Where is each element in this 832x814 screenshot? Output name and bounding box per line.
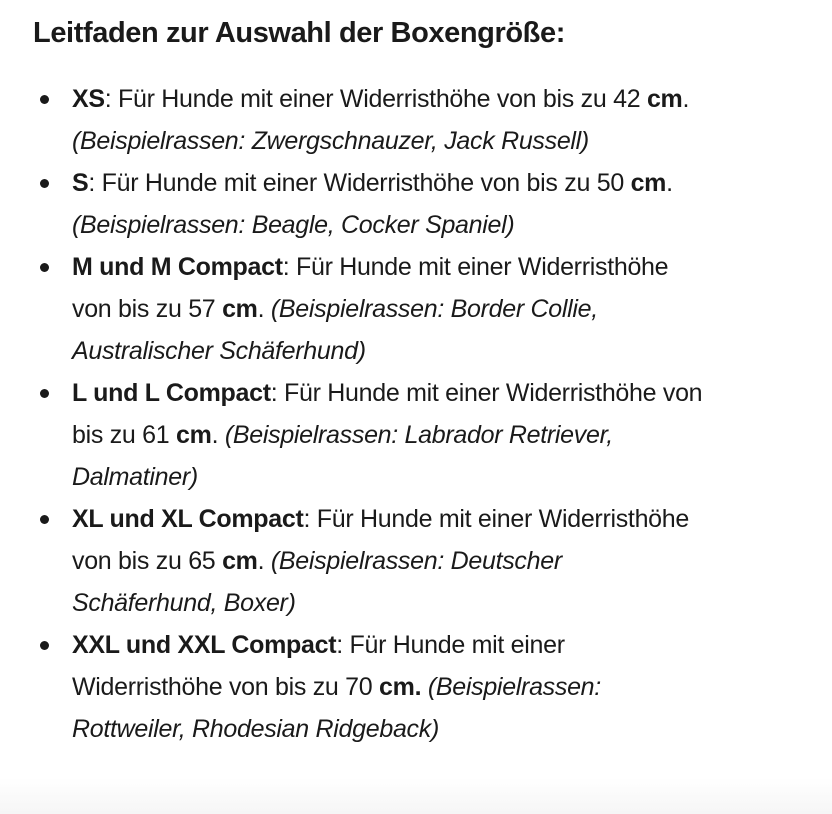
size-label: M und M Compact (72, 253, 283, 281)
item-line (72, 372, 810, 414)
size-label: XS (72, 85, 105, 113)
list-item-m (0, 246, 832, 372)
bullet-icon (40, 179, 49, 188)
size-label: XL und XL Compact (72, 505, 304, 533)
item-description: bis zu 61 (72, 421, 177, 449)
item-description: von bis zu 57 (72, 295, 223, 323)
example-breeds: Schäferhund, Boxer) (72, 589, 296, 617)
list-item-xxl (0, 624, 832, 750)
item-punctuation: . (211, 421, 225, 449)
example-breeds: Rottweiler, Rhodesian Ridgeback) (72, 715, 439, 743)
item-punctuation: . (257, 547, 271, 575)
example-breeds: (Beispielrassen: Border Collie, (270, 295, 598, 323)
bullet-icon (40, 95, 49, 104)
example-breeds: (Beispielrassen: Deutscher (270, 547, 562, 575)
item-line (72, 624, 810, 666)
bullet-icon (40, 389, 49, 398)
item-punctuation: . (666, 169, 673, 197)
size-label: L und L Compact (72, 379, 271, 407)
list-item-s (0, 162, 832, 246)
list-item-l (0, 372, 832, 498)
size-label: S (72, 169, 89, 197)
example-breeds: (Beispielrassen: Labrador Retriever, (224, 421, 613, 449)
item-line (72, 78, 810, 120)
item-description: : Für Hunde mit einer Widerristhöhe von bis zu 50 (88, 169, 631, 197)
item-description: : Für Hunde mit einer Widerristhöhe von bis zu 42 (104, 85, 647, 113)
example-breeds: (Beispielrassen: (427, 673, 601, 701)
list-item-xl (0, 498, 832, 624)
example-breeds: (Beispielrassen: Beagle, Cocker Spaniel) (72, 211, 515, 239)
list-item-xs (0, 78, 832, 162)
item-punctuation (421, 673, 428, 701)
item-line (72, 666, 810, 708)
bottom-fade (0, 778, 832, 814)
item-line (72, 162, 810, 204)
item-line (72, 288, 810, 330)
item-line (72, 498, 810, 540)
example-breeds: (Beispielrassen: Zwergschnauzer, Jack Russell) (72, 127, 589, 155)
item-description: : Für Hunde mit einer Widerristhöhe (282, 253, 669, 281)
unit-label: cm. (379, 673, 422, 701)
item-punctuation: . (682, 85, 690, 113)
item-description: : Für Hunde mit einer (336, 631, 565, 659)
example-breeds: Dalmatiner) (72, 463, 198, 491)
unit-label: cm (646, 85, 683, 113)
size-label: XXL und XXL Compact (72, 631, 337, 659)
item-line (72, 246, 810, 288)
item-line (72, 414, 810, 456)
unit-label: cm (630, 169, 667, 197)
item-line (72, 540, 810, 582)
example-breeds: Australischer Schäferhund) (72, 337, 366, 365)
size-guide-list (0, 78, 832, 750)
unit-label: cm (176, 421, 212, 449)
unit-label: cm (222, 295, 258, 323)
bullet-icon (40, 515, 49, 524)
item-description: von bis zu 65 (72, 547, 223, 575)
bullet-icon (40, 641, 49, 650)
unit-label: cm (222, 547, 258, 575)
item-description: : Für Hunde mit einer Widerristhöhe (303, 505, 689, 533)
item-description: : Für Hunde mit einer Widerristhöhe von (270, 379, 703, 407)
item-description: Widerristhöhe von bis zu 70 (72, 673, 380, 701)
guide-heading: Leitfaden zur Auswahl der Boxengröße: (33, 17, 565, 49)
bullet-icon (40, 263, 49, 272)
item-punctuation: . (257, 295, 271, 323)
